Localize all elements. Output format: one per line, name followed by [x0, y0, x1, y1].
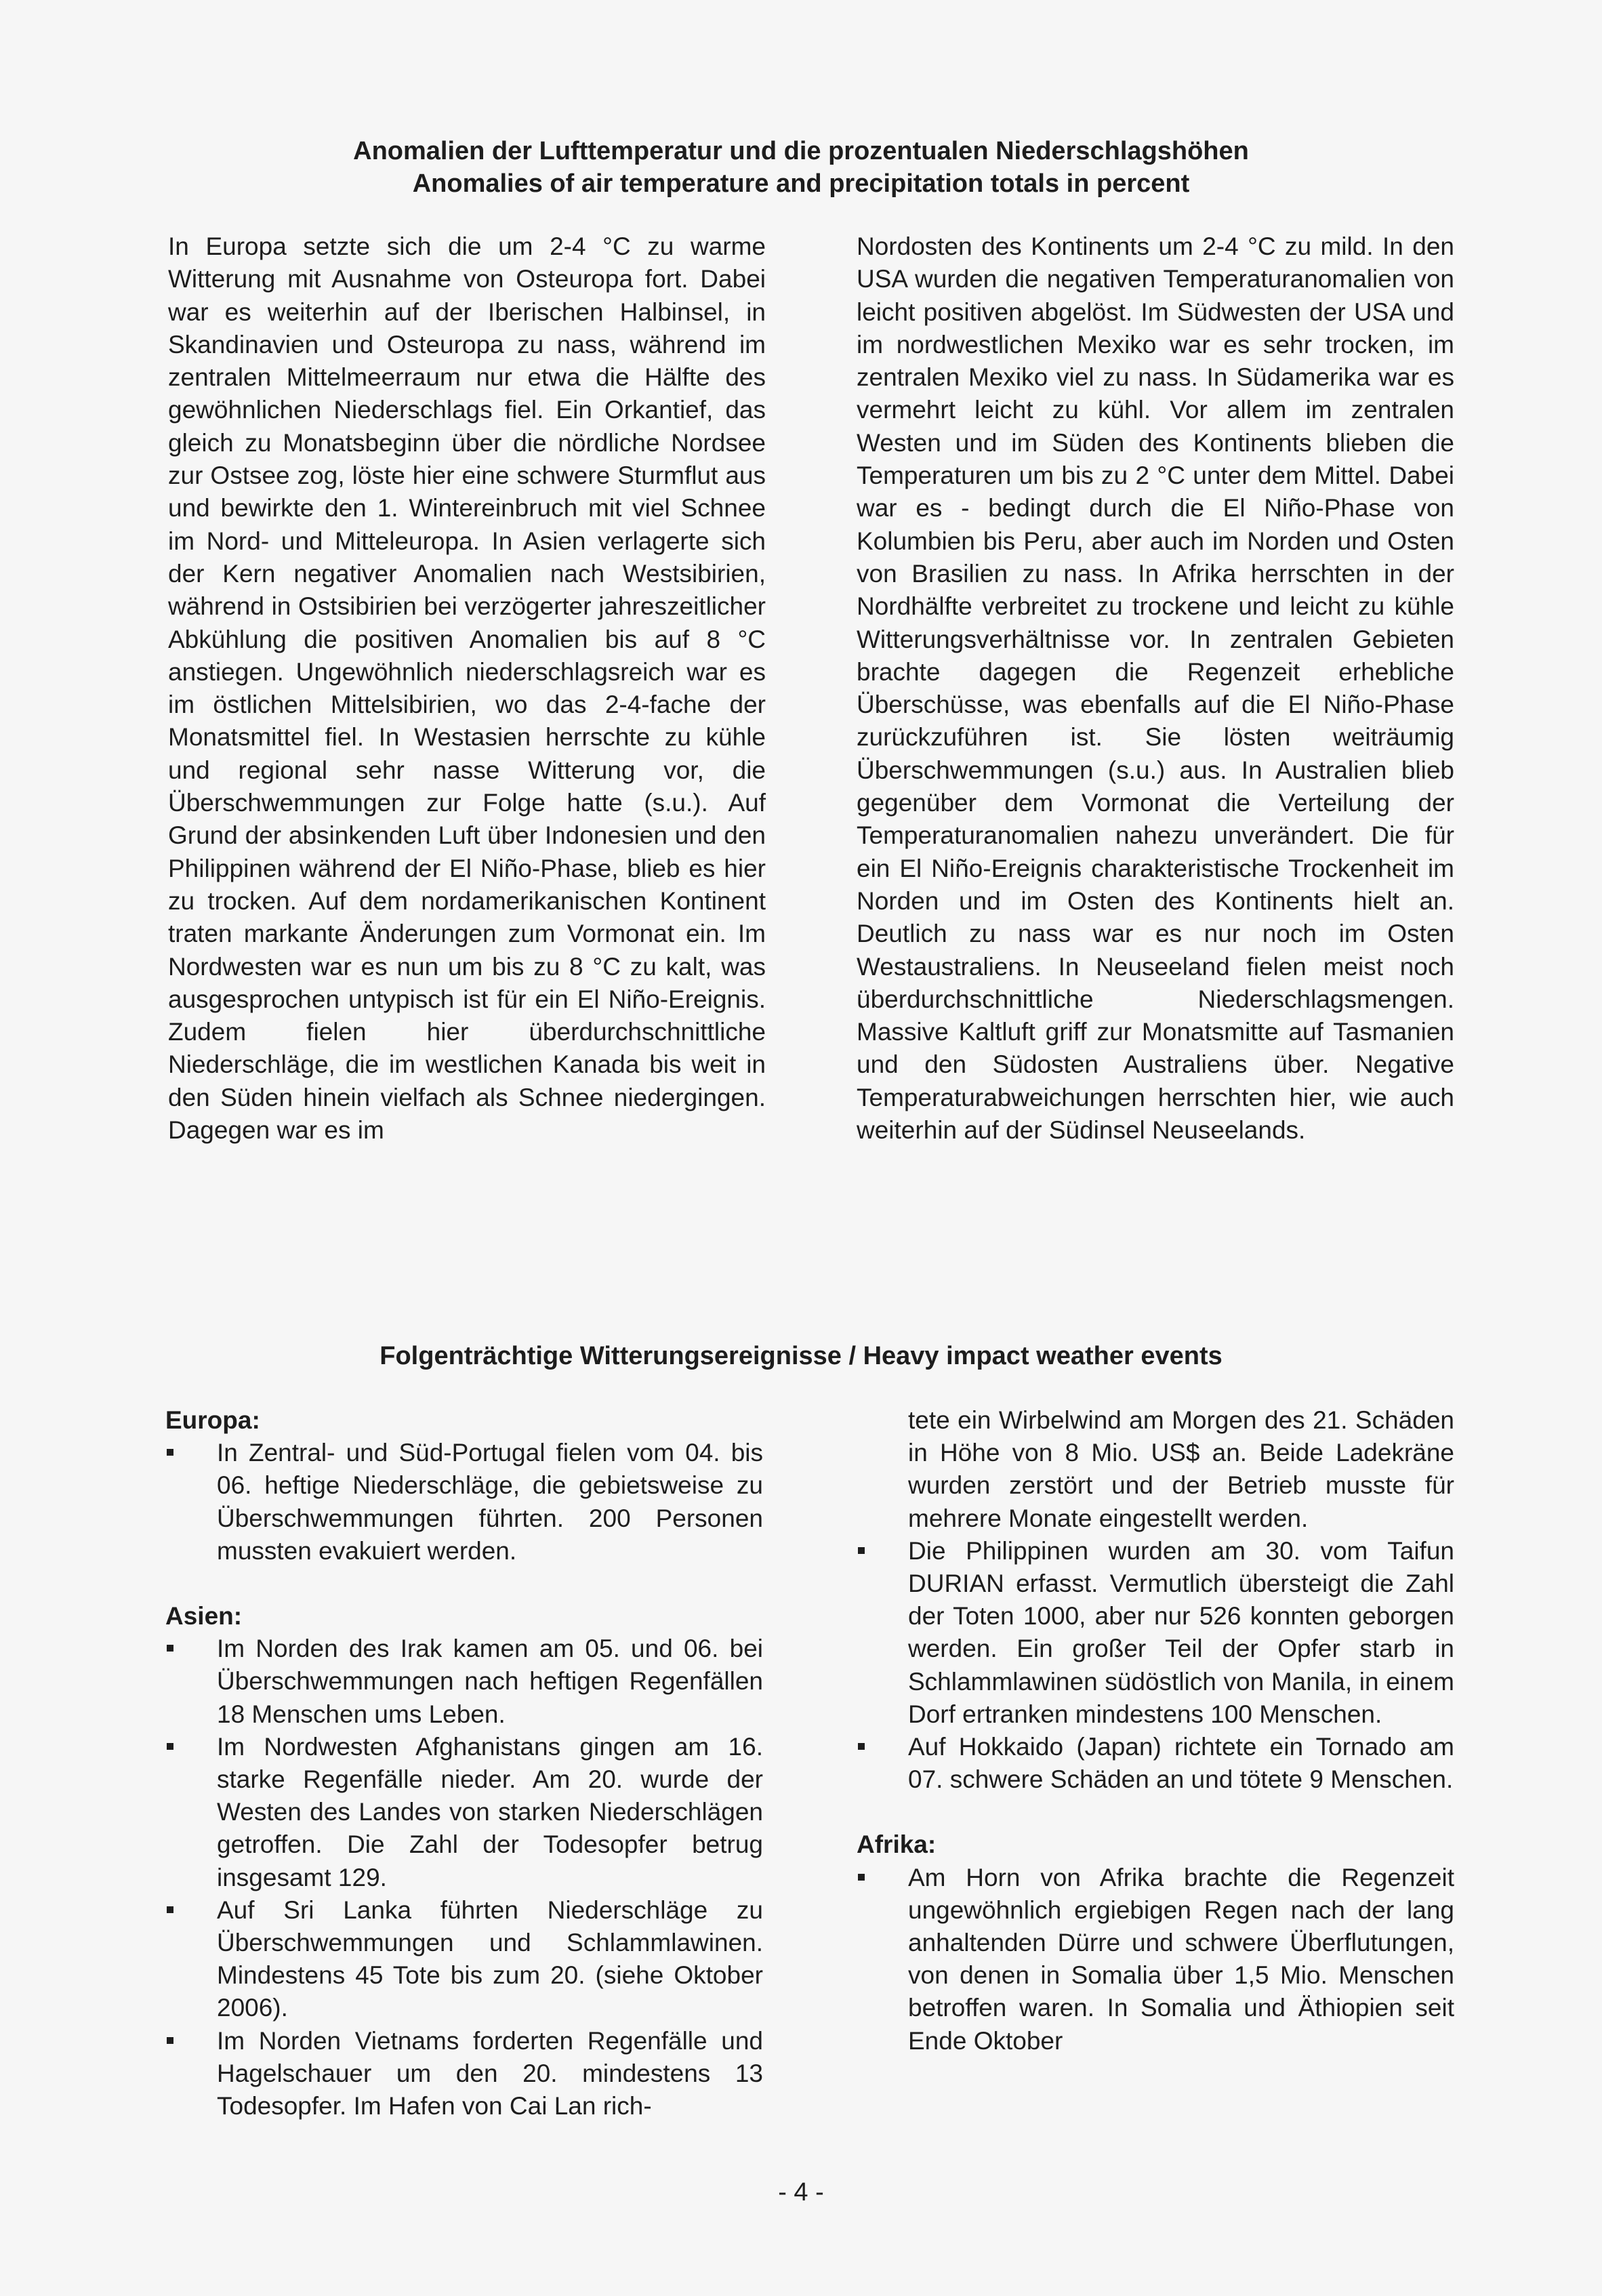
events-title: Folgenträchtige Witterungsereignisse / Heavy impact weather events	[379, 1342, 1223, 1370]
title-german: Anomalien der Lufttemperatur und die prozentualen Niederschlagshöhen	[353, 137, 1249, 165]
africa-list	[857, 1862, 1454, 2057]
anomalies-left-column	[168, 230, 766, 1147]
list-item	[165, 1633, 763, 1731]
bullet-square-icon	[167, 2037, 173, 2044]
list-item	[165, 1437, 763, 1567]
list-item	[165, 2025, 763, 2123]
list-item	[857, 1535, 1454, 1731]
asia-list	[165, 1633, 763, 2123]
bullet-square-icon	[858, 1874, 865, 1881]
bullet-square-icon	[167, 1449, 173, 1456]
list-item-text: Die Philippinen wurden am 30. vom Taifun DURIAN erfasst. Vermutlich übersteigt die Zahl der Toten 1000, aber nur 526 konnten geborgen werden. Ein großer Teil der Opfer starb in Schlammlawinen südöstlich von Manila, in einem Dorf ertranken mindestens 100 Menschen.	[908, 1536, 1454, 1728]
africa-heading: Afrika:	[857, 1830, 937, 1859]
bullet-square-icon	[167, 1645, 173, 1652]
page-number: - 4 -	[778, 2178, 824, 2207]
list-item-text: Auf Hokkaido (Japan) richtete ein Tornado am 07. schwere Schäden an und tötete 9 Menschen.	[908, 1733, 1454, 1794]
list-item	[165, 1731, 763, 1894]
bullet-square-icon	[167, 1743, 173, 1750]
bullet-square-icon	[858, 1743, 865, 1750]
list-item-text: Im Nordwesten Afghanistans gingen am 16. starke Regenfälle nieder. Am 20. wurde der Westen des Landes von starken Niederschlägen getroffen. Die Zahl der Todesopfer betrug insgesamt 129.	[217, 1732, 763, 1891]
title-english: Anomalies of air temperature and precipitation totals in percent	[412, 169, 1190, 198]
list-item-text: Auf Sri Lanka führten Niederschläge zu Überschwemmungen und Schlammlawinen. Mindestens 45 Tote bis zum 20. (siehe Oktober 2006).	[217, 1895, 763, 2022]
anomalies-right-paragraph: Nordosten des Kontinents um 2-4 °C zu mild. In den USA wurden die negativen Temperaturanomalien von leicht positiven abgelöst. Im Südwesten der USA und im nordwestlichen Mexiko war es sehr trocken, im zentralen Mexiko viel zu nass. In Südamerika war es vermehrt leicht zu kühl. Vor allem im zentralen Westen und im Süden des Kontinents blieben die Temperaturen um bis zu 2 °C unter dem Mittel. Dabei war es - bedingt durch die El Niño-Phase von Kolumbien bis Peru, aber auch im Norden und Osten von Brasilien zu nass. In Afrika herrschten in der Nordhälfte verbreitet zu trockene und leicht zu kühle Witterungsverhältnisse vor. In zentralen Gebieten brachte dagegen die Regenzeit erhebliche Überschüsse, was ebenfalls auf die El Niño-Phase zurückzuführen ist. Sie lösten weiträumig Überschwemmungen (s.u.) aus. In Australien blieb gegenüber dem Vormonat die Verteilung der Temperaturanomalien nahezu unverändert. Die für ein El Niño-Ereignis charakteristische Trockenheit im Norden und im Osten des Kontinents hielt an. Deutlich zu nass war es nur noch im Osten Westaustraliens. In Neuseeland fielen meist noch überdurchschnittliche Niederschlagsmengen. Massive Kaltluft griff zur Monatsmitte auf Tasmanien und den Südosten Australiens über. Negative Temperaturabweichungen herrschten hier, wie auch weiterhin auf der Südinsel Neuseelands.	[857, 232, 1454, 1145]
events-left-column	[165, 1404, 763, 2123]
events-right-column	[857, 1404, 1454, 2057]
europe-list	[165, 1437, 763, 1567]
list-item	[857, 1731, 1454, 1796]
asia-list-right	[857, 1535, 1454, 1797]
europe-heading: Europa:	[165, 1406, 260, 1434]
list-item	[857, 1862, 1454, 2057]
anomalies-left-paragraph: In Europa setzte sich die um 2-4 °C zu warme Witterung mit Ausnahme von Osteuropa fort. Dabei war es weiterhin auf der Iberischen Halbinsel, in Skandinavien und Osteuropa zu nass, während im zentralen Mittelmeerraum nur etwa die Hälfte des gewöhnlichen Niederschlags fiel. Ein Orkantief, das gleich zu Monatsbeginn über die nördliche Nordsee zur Ostsee zog, löste hier eine schwere Sturmflut aus und bewirkte den 1. Wintereinbruch mit viel Schnee im Nord- und Mitteleuropa. In Asien verlagerte sich der Kern negativer Anomalien nach Westsibirien, während in Ostsibirien bei verzögerter jahreszeitlicher Abkühlung die positiven Anomalien bis auf 8 °C anstiegen. Ungewöhnlich niederschlagsreich war es im östlichen Mittelsibirien, wo das 2-4-fache der Monatsmittel fiel. In Westasien herrschte zu kühle und regional sehr nasse Witterung vor, die Überschwemmungen zur Folge hatte (s.u.). Auf Grund der absinkenden Luft über Indonesien und den Philippinen während der El Niño-Phase, blieb es hier zu trocken. Auf dem nordamerikanischen Kontinent traten markante Änderungen zum Vormonat ein. Im Nordwesten war es nun um bis zu 8 °C zu kalt, was ausgesprochen untypisch ist für ein El Niño-Ereignis. Zudem fielen hier überdurchschnittliche Niederschläge, die im westlichen Kanada bis weit in den Süden hinein vielfach als Schnee niedergingen. Dagegen war es im	[168, 232, 766, 1145]
list-item-text: Am Horn von Afrika brachte die Regenzeit ungewöhnlich ergiebigen Regen nach der lang anhaltenden Dürre und schwere Überflutungen, von denen in Somalia über 1,5 Mio. Menschen betroffen waren. In Somalia und Äthiopien seit Ende Oktober	[908, 1863, 1454, 2055]
anomalies-right-column	[857, 230, 1454, 1147]
asia-list-continuation: tete ein Wirbelwind am Morgen des 21. Schäden in Höhe von 8 Mio. US$ an. Beide Ladekräne wurden zerstört und der Betrieb musste für mehrere Monate eingestellt werden.	[908, 1406, 1454, 1532]
list-item-text: In Zentral- und Süd-Portugal fielen vom 04. bis 06. heftige Niederschläge, die gebietsweise zu Überschwemmungen führten. 200 Personen mussten evakuiert werden.	[217, 1439, 763, 1565]
list-item	[165, 1894, 763, 2025]
bullet-square-icon	[858, 1547, 865, 1554]
asia-heading: Asien:	[165, 1602, 243, 1631]
bullet-square-icon	[167, 1906, 173, 1913]
list-item-text: Im Norden Vietnams forderten Regenfälle und Hagelschauer um den 20. mindestens 13 Todesopfer. Im Hafen von Cai Lan rich-	[217, 2026, 763, 2120]
list-item-text: Im Norden des Irak kamen am 05. und 06. bei Überschwemmungen nach heftigen Regenfällen 18 Menschen ums Leben.	[217, 1635, 763, 1728]
